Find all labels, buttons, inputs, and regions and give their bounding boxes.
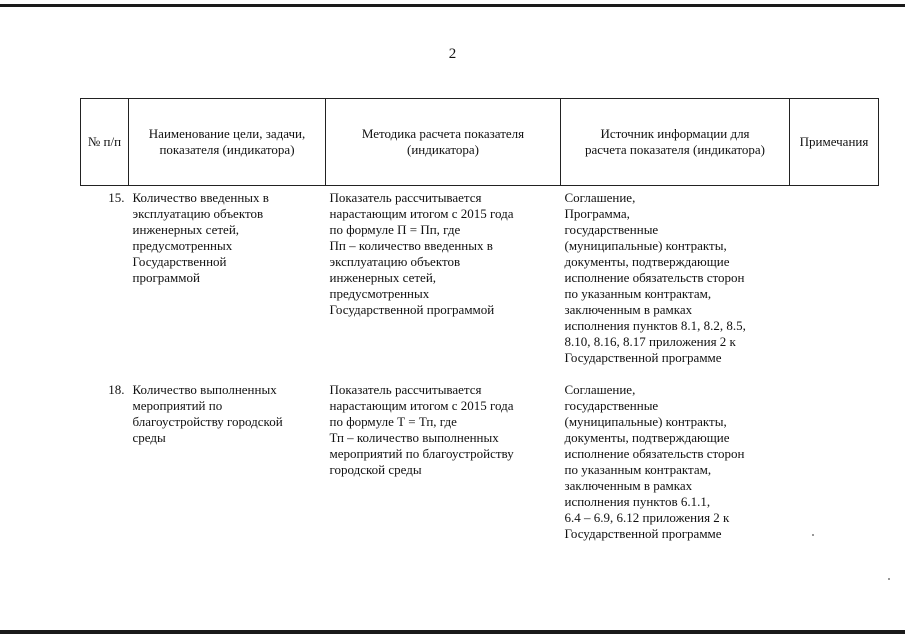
calculation-method: Показатель рассчитывается нарастающим итогом с 2015 года по формуле П = Пп, где Пп – количество введенных в эксплуатацию объектов инженерных сетей, предусмотренных Государственной программой [329,190,514,317]
top-border-line [0,0,905,14]
header-source: Источник информации для расчета показателя (индикатора) [561,99,790,186]
information-source: Соглашение, Программа, государственные (муниципальные) контракты, документы, подтверждающие исполнение обязательств сторон по указанным контрактам, заключенным в рамках исполнения пунктов 8.1, 8.2, 8.5, 8.10, 8.16, 8.17 приложения 2 к Государственной программе [564,190,746,365]
information-source: Соглашение, государственные (муниципальные) контракты, документы, подтверждающие исполнение обязательств сторон по указанным контрактам, заключенным в рамках исполнения пунктов 6.1.1, 6.4 – 6.9, 6.12 приложения 2 к Государственной программе [564,382,745,541]
header-notes: Примечания [790,99,879,186]
table-row [81,186,879,381]
header-method: Методика расчета показателя (индикатора) [326,99,561,186]
row-number: 15. [108,190,125,205]
table-row [81,380,879,542]
indicators-table [80,98,879,542]
scan-speck [888,578,890,580]
table-header-row [81,99,879,186]
scan-speck [812,534,814,536]
header-name: Наименование цели, задачи, показателя (индикатора) [129,99,326,186]
page-number: 2 [448,46,457,62]
indicator-name: Количество выполненных мероприятий по благоустройству городской среды [132,382,283,445]
calculation-method: Показатель рассчитывается нарастающим итогом с 2015 года по формуле Т = Тп, где Тп – количество выполненных мероприятий по благоустройству городской среды [329,382,514,477]
notes-cell [790,186,879,381]
row-number: 18. [108,382,125,397]
notes-cell [790,380,879,542]
header-number: № п/п [81,99,129,186]
bottom-border-line [0,630,905,634]
indicator-name: Количество введенных в эксплуатацию объектов инженерных сетей, предусмотренных Государственной программой [132,190,269,285]
